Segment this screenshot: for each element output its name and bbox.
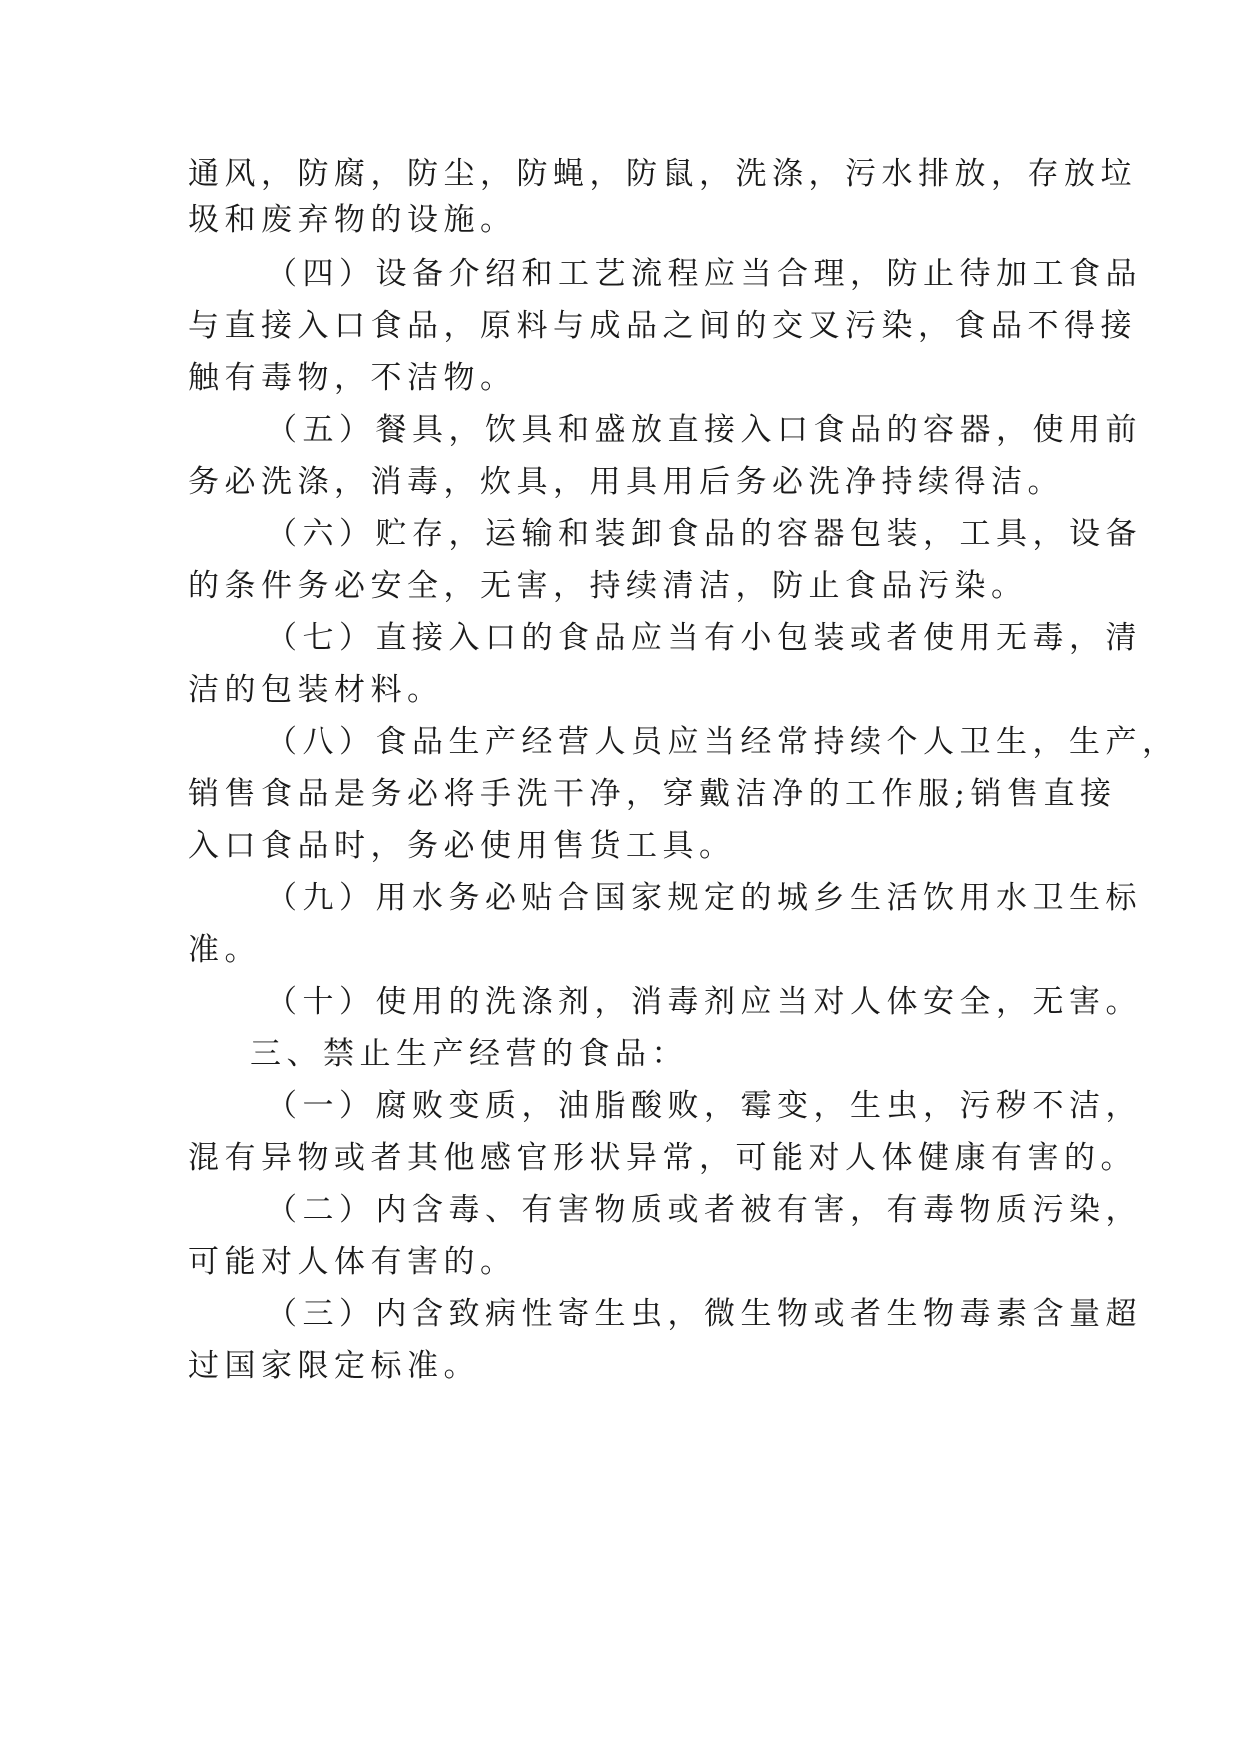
- text-line: 过国家限定标准。: [188, 1348, 480, 1384]
- text-line: 触有毒物，不洁物。: [188, 360, 517, 396]
- text-line: 可能对人体有害的。: [188, 1244, 517, 1280]
- paragraph-line: （七）直接入口的食品应当有小包装或者使用无毒，清: [266, 620, 1142, 656]
- paragraph-line: （八）食品生产经营人员应当经常持续个人卫生，生产，: [266, 724, 1179, 760]
- text-line: 与直接入口食品，原料与成品之间的交叉污染，食品不得接: [188, 308, 1137, 344]
- text-line: 准。: [188, 932, 261, 968]
- paragraph-line: （二）内含毒、有害物质或者被有害，有毒物质污染，: [266, 1192, 1142, 1228]
- paragraph-line: （四）设备介绍和工艺流程应当合理，防止待加工食品: [266, 256, 1142, 292]
- paragraph-line: （三）内含致病性寄生虫，微生物或者生物毒素含量超: [266, 1296, 1142, 1332]
- text-line: 入口食品时，务必使用售货工具。: [188, 828, 736, 864]
- section-heading: 三、禁止生产经营的食品：: [250, 1036, 688, 1072]
- paragraph-line: （十）使用的洗涤剂，消毒剂应当对人体安全，无害。: [266, 984, 1142, 1020]
- text-line: 销售食品是务必将手洗干净，穿戴洁净的工作服;销售直接: [188, 776, 1117, 812]
- text-line: 圾和废弃物的设施。: [188, 202, 517, 238]
- paragraph-line: （五）餐具，饮具和盛放直接入口食品的容器，使用前: [266, 412, 1142, 448]
- paragraph-line: （九）用水务必贴合国家规定的城乡生活饮用水卫生标: [266, 880, 1142, 916]
- text-line: 洁的包装材料。: [188, 672, 444, 708]
- text-line: 混有异物或者其他感官形状异常，可能对人体健康有害的。: [188, 1140, 1137, 1176]
- paragraph-line: （六）贮存，运输和装卸食品的容器包装，工具，设备: [266, 516, 1142, 552]
- text-line: 务必洗涤，消毒，炊具，用具用后务必洗净持续得洁。: [188, 464, 1064, 500]
- paragraph-line: （一）腐败变质，油脂酸败，霉变，生虫，污秽不洁，: [266, 1088, 1142, 1124]
- text-line: 的条件务必安全，无害，持续清洁，防止食品污染。: [188, 568, 1028, 604]
- text-line: 通风，防腐，防尘，防蝇，防鼠，洗涤，污水排放，存放垃: [188, 156, 1137, 192]
